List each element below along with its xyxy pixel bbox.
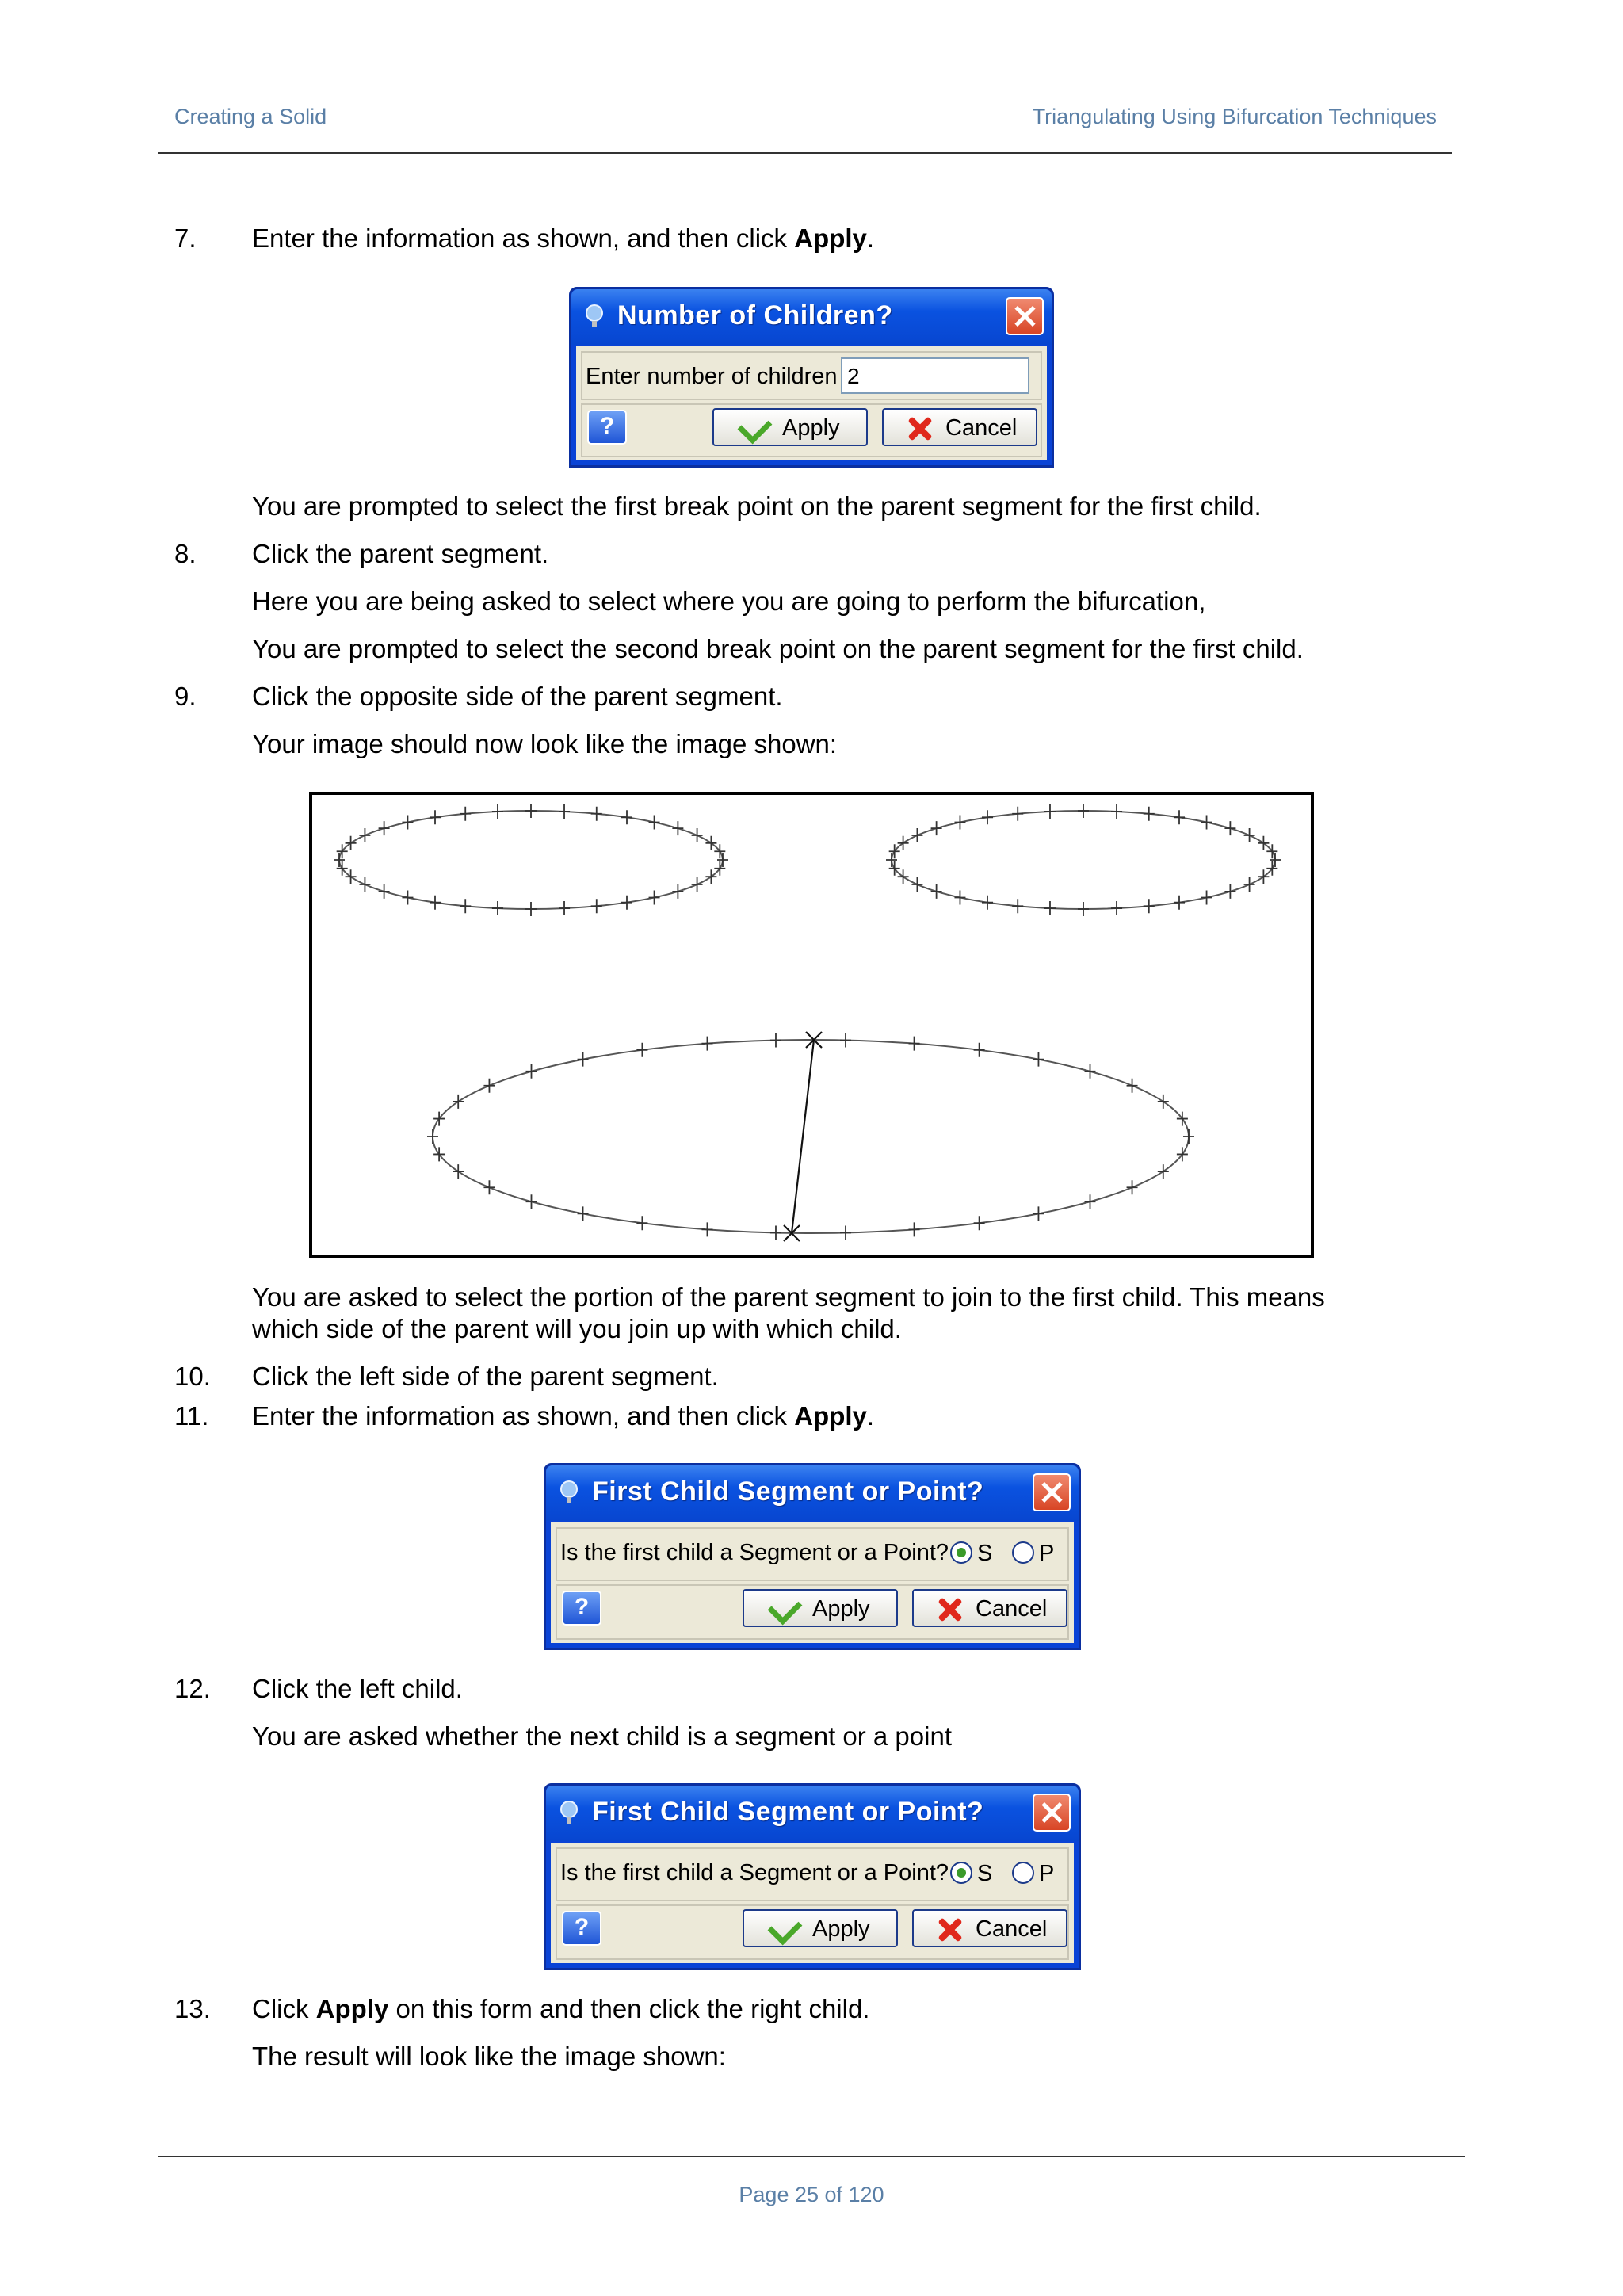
children-input[interactable]: 2 bbox=[841, 357, 1029, 394]
segments-drawing bbox=[312, 795, 1311, 1255]
app-globe-icon bbox=[556, 1798, 582, 1825]
paragraph-fig-1: You are asked to select the portion of the parent segment to join to the first child. This means bbox=[252, 1282, 1325, 1312]
help-button[interactable]: ? bbox=[562, 1591, 601, 1626]
step-13-number: 13. bbox=[174, 1994, 211, 2023]
right-child-segment bbox=[886, 804, 1281, 916]
cancel-button[interactable]: Cancel bbox=[912, 1909, 1067, 1947]
cancel-x-icon bbox=[936, 1916, 964, 1944]
close-icon[interactable] bbox=[1006, 297, 1044, 335]
close-icon[interactable] bbox=[1033, 1794, 1071, 1832]
radio-segment[interactable] bbox=[950, 1541, 972, 1564]
left-child-segment bbox=[334, 804, 728, 916]
header-rule bbox=[158, 152, 1452, 154]
check-icon bbox=[768, 1591, 803, 1626]
dialog-body bbox=[576, 346, 1047, 460]
paragraph-12: You are asked whether the next child is a segment or a point bbox=[252, 1721, 952, 1751]
step-9-text: Click the opposite side of the parent segment. bbox=[252, 682, 783, 711]
next-child-dialog bbox=[544, 1783, 1081, 1970]
paragraph-fig-2: which side of the parent will you join up with which child. bbox=[252, 1314, 902, 1343]
radio-point[interactable] bbox=[1012, 1541, 1034, 1564]
dialog-title: First Child Segment or Point? bbox=[592, 1797, 984, 1827]
radio-segment-label: S bbox=[977, 1541, 993, 1566]
paragraph-9: Your image should now look like the image shown: bbox=[252, 729, 838, 758]
question-row bbox=[556, 1847, 1069, 1901]
radio-point-label: P bbox=[1039, 1861, 1055, 1886]
cancel-button[interactable]: Cancel bbox=[882, 408, 1037, 446]
dialog-title-bar bbox=[546, 1786, 1079, 1841]
paragraph-8a: Here you are being asked to select where you are going to perform the bifurcation, bbox=[252, 586, 1206, 616]
paragraph-13: The result will look like the image shown: bbox=[252, 2042, 726, 2071]
first-child-dialog bbox=[544, 1463, 1081, 1650]
step-7-number: 7. bbox=[174, 223, 197, 253]
header-left: Creating a Solid bbox=[174, 105, 327, 128]
step-12-text: Click the left child. bbox=[252, 1674, 463, 1703]
radio-segment-label: S bbox=[977, 1861, 993, 1886]
question-label: Is the first child a Segment or a Point? bbox=[560, 1860, 949, 1885]
question-row bbox=[556, 1527, 1069, 1581]
step-9-number: 9. bbox=[174, 682, 197, 711]
break-line bbox=[784, 1032, 822, 1241]
apply-button[interactable]: Apply bbox=[743, 1589, 898, 1627]
dialog-title-bar bbox=[571, 289, 1052, 345]
cancel-x-icon bbox=[936, 1595, 964, 1624]
dialog-title: First Child Segment or Point? bbox=[592, 1477, 984, 1507]
app-globe-icon bbox=[581, 302, 608, 329]
step-12-number: 12. bbox=[174, 1674, 211, 1703]
dialog-body bbox=[551, 1522, 1074, 1643]
button-row bbox=[556, 1904, 1069, 1960]
button-row bbox=[581, 403, 1042, 457]
apply-button[interactable]: Apply bbox=[743, 1909, 898, 1947]
segments-figure bbox=[309, 792, 1314, 1258]
cancel-x-icon bbox=[906, 415, 934, 443]
step-7-text: Enter the information as shown, and then click Apply. bbox=[252, 223, 875, 253]
step-13-text: Click Apply on this form and then click the right child. bbox=[252, 1994, 870, 2023]
button-row bbox=[556, 1584, 1069, 1640]
paragraph-after-7: You are prompted to select the first break point on the parent segment for the first child. bbox=[252, 491, 1262, 521]
step-10-text: Click the left side of the parent segment. bbox=[252, 1362, 719, 1391]
page-number: Page 25 of 120 bbox=[739, 2183, 884, 2206]
apply-button[interactable]: Apply bbox=[712, 408, 868, 446]
step-8-text: Click the parent segment. bbox=[252, 539, 549, 568]
dialog-title-bar bbox=[546, 1465, 1079, 1521]
step-10-number: 10. bbox=[174, 1362, 211, 1391]
help-button[interactable]: ? bbox=[562, 1911, 601, 1946]
step-8-number: 8. bbox=[174, 539, 197, 568]
radio-point[interactable] bbox=[1012, 1862, 1034, 1884]
check-icon bbox=[738, 410, 773, 445]
paragraph-8b: You are prompted to select the second break point on the parent segment for the first child. bbox=[252, 634, 1304, 663]
header-right: Triangulating Using Bifurcation Techniques bbox=[1032, 105, 1437, 128]
dialog-body bbox=[551, 1843, 1074, 1963]
radio-segment[interactable] bbox=[950, 1862, 972, 1884]
check-icon bbox=[768, 1911, 803, 1946]
help-button[interactable]: ? bbox=[587, 410, 627, 445]
close-icon[interactable] bbox=[1033, 1473, 1071, 1511]
number-of-children-dialog bbox=[569, 287, 1054, 468]
input-row bbox=[581, 351, 1042, 400]
step-11-number: 11. bbox=[174, 1401, 209, 1431]
radio-point-label: P bbox=[1039, 1541, 1055, 1566]
children-label: Enter number of children bbox=[586, 364, 838, 389]
app-globe-icon bbox=[556, 1478, 582, 1505]
cancel-button[interactable]: Cancel bbox=[912, 1589, 1067, 1627]
question-label: Is the first child a Segment or a Point? bbox=[560, 1540, 949, 1565]
footer-rule bbox=[158, 2156, 1465, 2157]
step-11-text: Enter the information as shown, and then click Apply. bbox=[252, 1401, 875, 1431]
dialog-title: Number of Children? bbox=[617, 300, 893, 330]
